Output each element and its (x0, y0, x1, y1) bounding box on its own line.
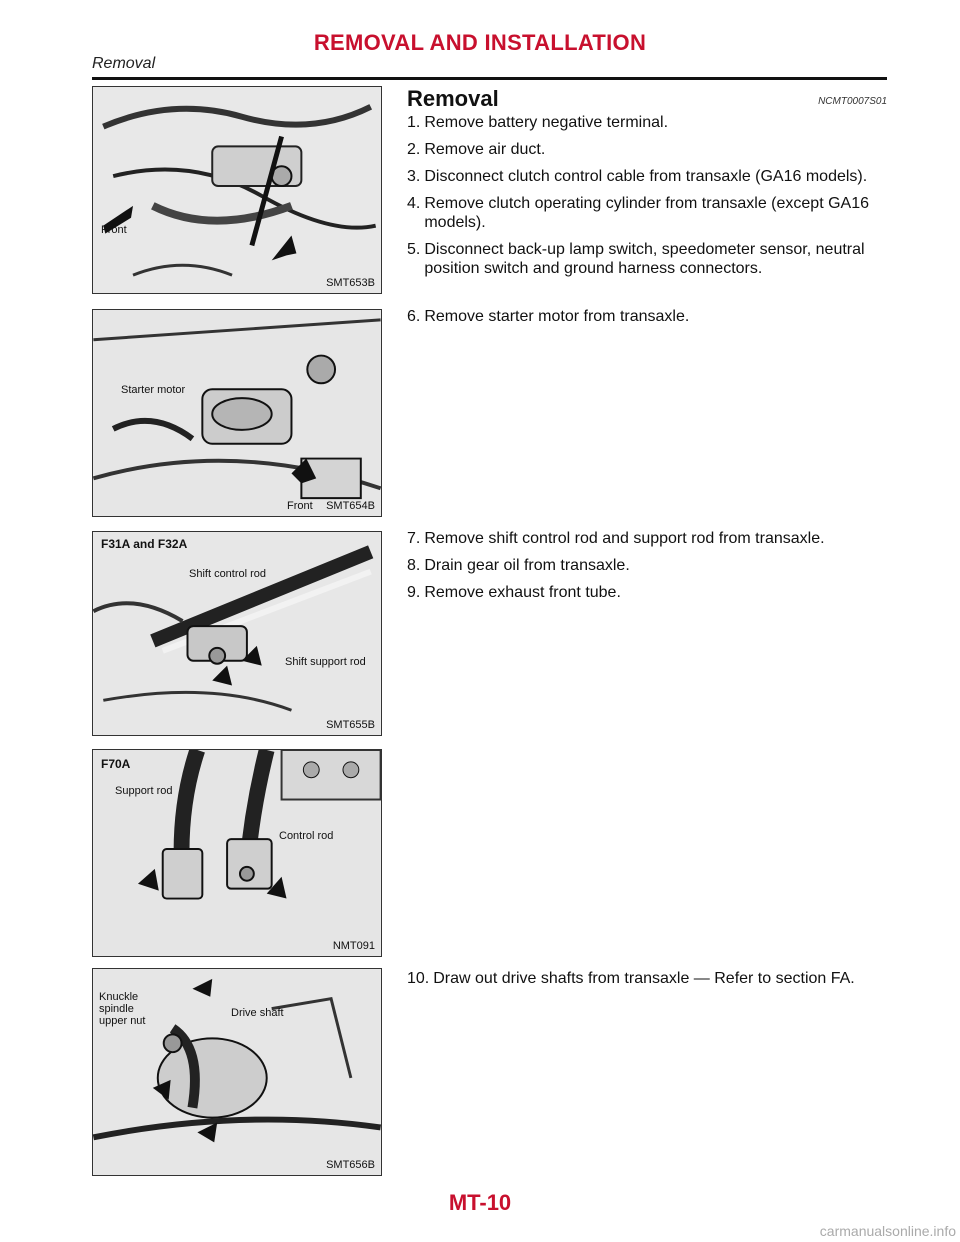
step-item: 2. Remove air duct. (407, 141, 546, 158)
fig-label-model: F70A (101, 757, 131, 771)
step-item: 1. Remove battery negative terminal. (407, 114, 669, 131)
fig-label-shift-control-rod: Shift control rod (189, 568, 267, 580)
fig-label-front: Front (101, 224, 127, 236)
fig-label-model: F31A and F32A (101, 537, 188, 551)
steps-group-3 (407, 529, 887, 610)
figure-code: SMT653B (326, 277, 375, 289)
figure-code: SMT655B (326, 719, 375, 731)
step-item: 3. Disconnect clutch control cable from transaxle (GA16 models). (407, 168, 868, 185)
figure-drawing (93, 532, 381, 735)
figure-smt655b (92, 531, 382, 736)
figure-drawing (93, 87, 381, 293)
fig-label-support-rod: Support rod (115, 785, 173, 797)
steps-group-2 (407, 307, 887, 334)
step-item: 10. Draw out drive shafts from transaxle — Refer to section FA. (407, 970, 855, 987)
fig-label-starter-motor: Starter motor (121, 384, 186, 396)
watermark: carmanualsonline.info (819, 1223, 956, 1239)
header-title: REMOVAL AND INSTALLATION (313, 30, 647, 55)
steps-group-1 (407, 113, 887, 286)
figure-smt654b (92, 309, 382, 517)
step-item: 9. Remove exhaust front tube. (407, 584, 621, 601)
figure-code: SMT656B (326, 1159, 375, 1171)
figure-drawing (93, 750, 381, 956)
page-number: MT-10 (448, 1190, 512, 1215)
fig-label-shift-support-rod: Shift support rod (285, 656, 366, 668)
figure-code: SMT654B (326, 500, 375, 512)
section-title: Removal (407, 86, 499, 111)
steps-group-4 (407, 969, 887, 996)
step-item: 7. Remove shift control rod and support rod from transaxle. (407, 530, 825, 547)
step-item: 6. Remove starter motor from transaxle. (407, 308, 690, 325)
figure-drawing (93, 310, 381, 516)
step-item: 4. Remove clutch operating cylinder from transaxle (except GA16 models). (407, 195, 869, 231)
fig-label-drive-shaft: Drive shaft (231, 1007, 284, 1019)
figure-code: NMT091 (332, 940, 375, 952)
figure-smt653b (92, 86, 382, 294)
section-code: NCMT0007S01 (818, 96, 887, 107)
figure-nmt091 (92, 749, 382, 957)
fig-label-knuckle-spindle-upper-nut: Knuckle spindle upper nut (99, 991, 146, 1027)
header-rule (92, 77, 887, 80)
section-heading (407, 86, 887, 112)
header-subtitle: Removal (92, 55, 156, 72)
fig-label-front: Front (287, 500, 313, 512)
step-item: 5. Disconnect back-up lamp switch, speedometer sensor, neutral position switch and ground harness connectors. (407, 241, 865, 277)
figure-smt656b (92, 968, 382, 1176)
step-item: 8. Drain gear oil from transaxle. (407, 557, 630, 574)
fig-label-control-rod: Control rod (279, 830, 334, 842)
